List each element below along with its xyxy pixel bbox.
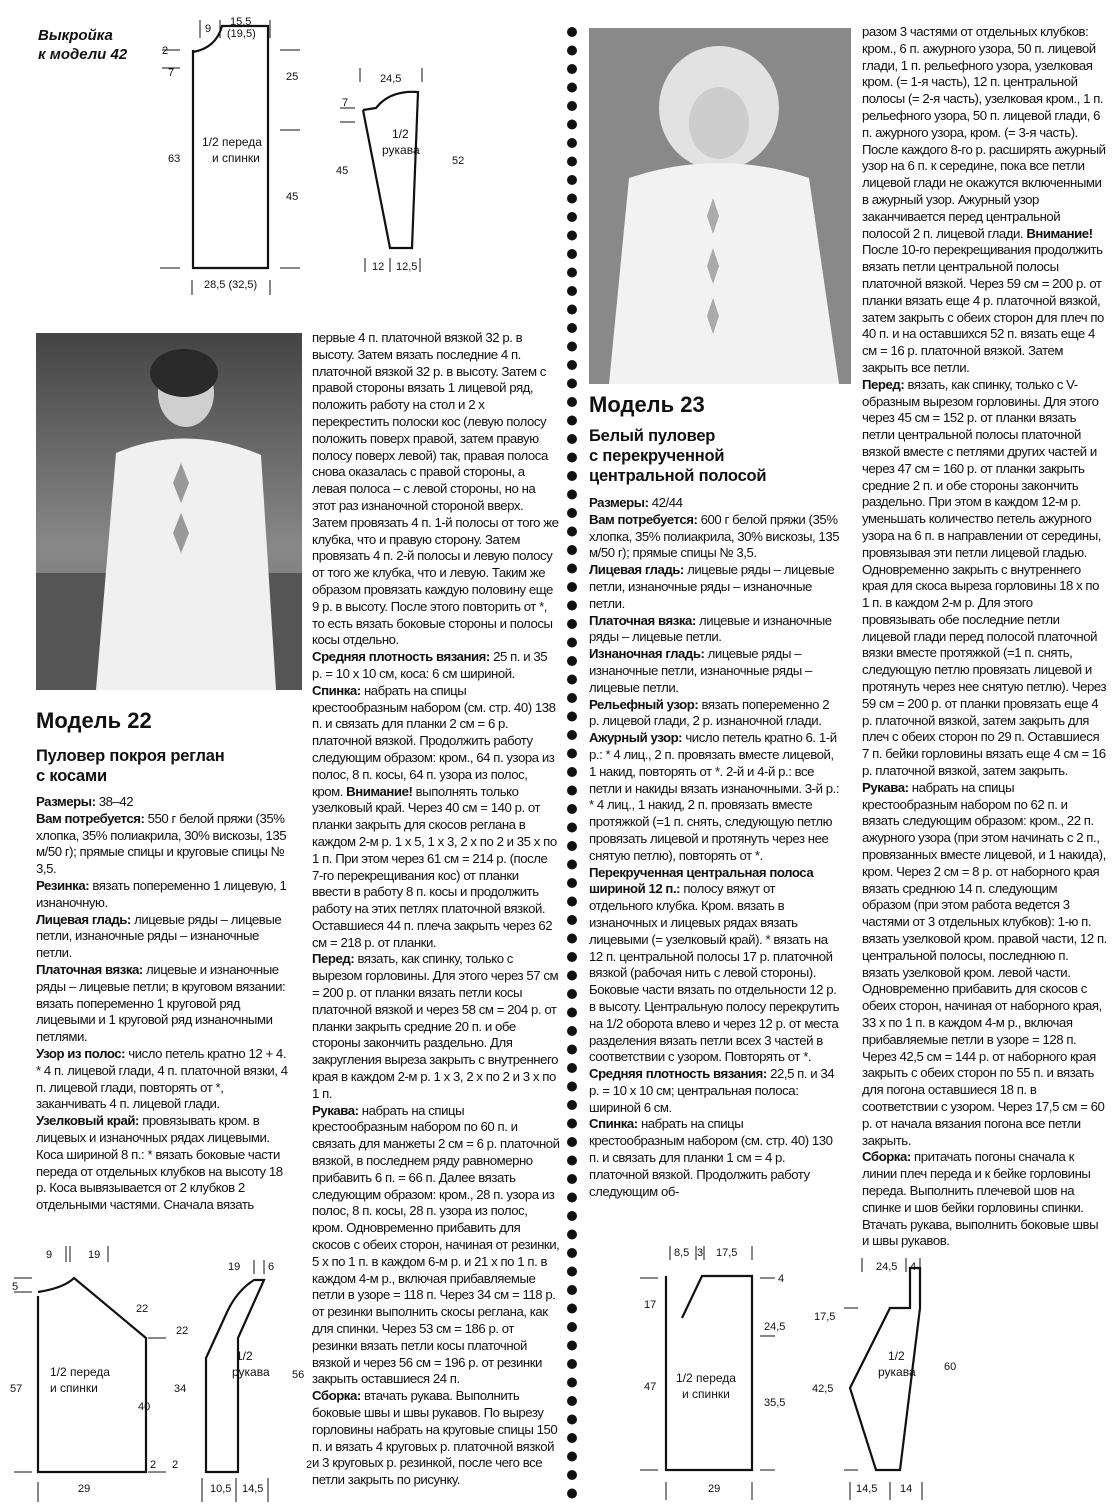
dim-29b: 29 [708,1483,721,1495]
paragraph: Перед: вязать, как спинку, только с V-образным вырезом горловины. Для этого через 45 см = 152 р. от планки вязать петли центральной полосы платочной вязкой вместе с петлями других частей и через 47 см = 160 р. от планки закрыть средние 2 п. и обе стороны закончить раздельно. При этом в каждом 12-м р. уменьшать количество петель ажурного узора на 6 п. в направлении от середины, провязывая эти петли лицевой гладью. Одновременно закрыть с внутреннего края для скоса выреза горловины 18 х по 1 п. в каждом 2-м р. Для этого провязывать обе последние петли лицевой глади перед полосой платочной вязки вместе протяжкой (=1 п. снять, следующую петлю провязать лицевой и протянуть через нее снятую петлю). Через 59 см = 200 р. от планки провязать еще 4 р. платочной вязкой, затем закрыть для плеч с обеих сторон по 29 п. Оставшиеся 7 п. бейки горловины вязать еще 4 см = 16 р. платочной вязкой, затем закрыть. [862,376,1107,779]
divider-dot [567,1082,577,1092]
divider-dot [567,1452,577,1462]
dim-45: 45 [286,191,299,203]
divider-dot [567,397,577,407]
sleeve-label-1: 1/2 [392,127,409,141]
paragraph: разом 3 частями от отдельных клубков: кром., 6 п. ажурного узора, 50 п. лицевой глади, 1 п. рельефного узора, узелковая кром. (= 1-я часть), 12 п. центральной полосы (= 2-я часть), узелковая кром., 1 п. рельефного узора, 50 п. лицевой глади, 6 п. ажурного узора, кром. (= 3-я часть). После каждого 8-го р. расширять ажурный узор на 6 п. к середине, пока все петли лицевой глади не окажутся включенными в ажурный узор. Ажурный узор заканчивается перед центральной полосой 2 п. лицевой глади. Внимание! После 10-го перекрещивания продолжить вязать петли центральной полосы платочной вязкой. Через 59 см = 200 р. от планки вязать еще 4 р. платочной вязкой, затем закрыть с обеих сторон для плеч по 40 п. и на оставшихся 52 п. вязать еще 4 см = 16 р. платочной вязкой. Затем закрыть все петли. [862,24,1106,375]
divider-dot [567,46,577,56]
dim-s2b: 2 [306,1459,313,1471]
divider-dot [567,286,577,296]
dim-7: 7 [168,67,175,79]
divider-dot [567,1211,577,1221]
divider-dot [567,27,577,37]
sleeve-label-23-1: 1/2 [888,1349,905,1363]
divider-dot [567,786,577,796]
divider-dot [567,268,577,278]
dim-29: 29 [78,1483,91,1495]
dim-s12: 12 [372,261,385,273]
divider-dot [567,823,577,833]
dim-22: 22 [136,1303,149,1315]
divider-dot [567,656,577,666]
dim-2a: 2 [150,1459,157,1471]
divider-dot [567,1137,577,1147]
dim-s24-5: 24,5 [876,1261,898,1273]
paragraph: Сборка: притачать погоны сначала к линии плеч переда и к бейке горловины переда. Выполнить плечевой шов на спинке и шов бейки горловины спинки. Втачать рукава, выполнить боковые швы и швы рукавов. [862,1149,1099,1249]
divider-dot [567,1156,577,1166]
model-23-column-2 [862,24,1107,1250]
pattern-42-title-line1: Выкройка [38,27,113,44]
divider-dot [567,601,577,611]
dim-24-5b: 24,5 [764,1321,786,1333]
sleeve-label-22-1: 1/2 [236,1349,253,1363]
divider-dot [567,915,577,925]
paragraph: Средняя плотность вязания: 25 п. и 35 р. = 10 х 10 см, коса: 6 см шириной. [312,649,548,681]
divider-dot [567,175,577,185]
column-divider [565,24,579,1502]
divider-dot [567,989,577,999]
body-label-22-2: и спинки [50,1381,98,1395]
paragraph: Лицевая гладь: лицевые ряды – лицевые петли, изнаночные ряды – изнаночные петли. [36,911,282,961]
divider-dot [567,231,577,241]
divider-dot [567,1193,577,1203]
divider-dot [567,841,577,851]
dim-8-5: 8,5 [674,1247,690,1259]
divider-dot [567,508,577,518]
model-23-heading: Модель 23 [589,392,705,417]
dim-s12-5: 12,5 [396,261,418,273]
model-22-heading: Модель 22 [36,708,152,733]
paragraph: первые 4 п. платочной вязкой 32 р. в высоту. Затем вязать последние 4 п. платочной вязкой 32 р. в высоту. Затем с правой стороны вязать 1 лицевой ряд, положить работу на стол и 2 х перекрестить полоски кос (левую полосу положить поверх правой, затем правую полосу поверх левой) так, правая полоса снова оказалась с правой стороны, а левая полоса – с левой стороны, но на этот раз изнаночной стороной вверх. Затем провязать 4 п. 1-й полосы от того же клубка, что и правую сторону. Затем провязать 4 п. 2-й полосы и левую полосу от того же клубка, что и левую. Таким же образом провязать каждую половину еще 9 р. в высоту. После этого повторить от *, то есть вязать боковые стороны и полосы косы отдельно. [312,330,559,648]
divider-dot [567,138,577,148]
paragraph: Рукава: набрать на спицы крестообразным набором по 62 п. и вязать следующим образом: кром., 22 п. ажурного узора (при этом начинать с 2 п., провязанных вместе лицевой, и 1 накида), кром. Через 2 см = 8 р. от наборного края вязать среднюю 14 п. следующим образом (при этом работа ведется 3 частями от 3 отдельных клубков): 1-ю п. вязать узелковой кром. правой части, 12 п. центральной полосы, последнюю п. вязать узелковой кром. левой части. Одновременно прибавить для скосов с обеих сторон, начиная от наборного края, 33 х по 1 п. в каждом 4-м р., включая прибавляемые петли в узоре = 128 п. Через 42,5 см = 144 р. от наборного края закрыть с обеих сторон по 55 п. и вязать для погона оставшиеся 18 п. в соответствии с узором. Через 17,5 см = 60 р. от начала вязания погона все петли закрыть. [862,779,1107,1148]
divider-dot [567,323,577,333]
dim-25: 25 [286,71,299,83]
divider-dot [567,934,577,944]
divider-dot [567,1026,577,1036]
divider-dot [567,157,577,167]
divider-dot [567,471,577,481]
divider-dot [567,342,577,352]
dim-17-5: 17,5 [716,1247,738,1259]
divider-dot [567,897,577,907]
divider-dot [567,749,577,759]
dim-s2: 2 [172,1459,179,1471]
divider-dot [567,971,577,981]
divider-dot [567,1322,577,1332]
dim-19-5: (19,5) [227,28,256,40]
dim-40: 40 [138,1401,151,1413]
divider-dot [567,64,577,74]
dim-19b: 19 [88,1249,101,1261]
model-23-subtitle [589,426,766,486]
dim-s19: 19 [228,1261,241,1273]
divider-dot [567,582,577,592]
paragraph: Спинка: набрать на спицы крестообразным набором (см. стр. 40) 130 п. и связать для планки 1 см = 4 р. платочной вязкой. Продолжить работу следующим об- [589,1116,833,1199]
model-23-subtitle-line1: Белый пуловер [589,427,716,445]
body-label-2: и спинки [212,151,260,165]
dim-4: 4 [778,1273,785,1285]
divider-dot [567,83,577,93]
divider-dot [567,712,577,722]
dim-s45: 45 [336,165,349,177]
body-label-1: 1/2 переда [202,135,262,149]
paragraph: Лицевая гладь: лицевые ряды – лицевые петли, изнаночные ряды – изнаночные петли. [589,562,835,611]
divider-dot [567,416,577,426]
dim-s60: 60 [944,1361,957,1373]
model-22-photo [36,333,302,690]
dim-s7: 7 [342,97,349,109]
dim-17: 17 [644,1299,657,1311]
dim-3: 3 [697,1247,704,1259]
dim-2: 2 [162,45,169,57]
dim-s17-5: 17,5 [814,1311,836,1323]
dim-9: 9 [205,23,212,35]
divider-dot [567,1008,577,1018]
paragraph: Вам потребуется: 550 г белой пряжи (35% хлопка, 35% полиакрила, 30% вискозы, 135 м/50 г); прямые спицы и круговые спицы № 3,5. [36,810,287,877]
paragraph: Ажурный узор: число петель кратно 6. 1-й р.: * 4 лиц., 2 п. провязать вместе лицевой, 1 накид, повторять от *. 2-й и 4-й р.: все петли и накиды вязать изнаночными. 3-й р.: * 4 лиц., 1 накид, 2 п. провязать вместе протяжкой (=1 п. снять, следующую петлю провязать лицевой и протянуть через нее снятую петлю), повторять от *. [589,730,840,863]
paragraph: Изнаночная гладь: лицевые ряды – изнаночные петли, изнаночные ряды – лицевые петли. [589,646,812,695]
dim-s34: 34 [174,1383,187,1395]
dim-s14-5b: 14,5 [856,1483,878,1495]
dim-15-5: 15,5 [230,16,252,28]
divider-dot [567,804,577,814]
paragraph: Сборка: втачать рукава. Выполнить боковые швы и швы рукавов. По вырезу горловины набрать на круговые спицы 150 п. и вязать 4 круговых р. платочной вязкой и 3 круговых р. резинкой, после чего все петли закрыть по рисунку. [312,1388,558,1488]
model-22-subtitle-line2: с косами [36,767,107,785]
dim-s14-5: 14,5 [242,1483,264,1495]
divider-dot [567,730,577,740]
paragraph: Вам потребуется: 600 г белой пряжи (35% хлопка, 35% полиакрила, 30% вискозы, 135 м/50 г); прямые спицы № 3,5. [589,511,840,561]
divider-dot [567,1433,577,1443]
divider-dot [567,120,577,130]
divider-dot [567,619,577,629]
divider-dot [567,1359,577,1369]
divider-dot [567,379,577,389]
divider-dot [567,212,577,222]
sleeve-label-23-2: рукава [878,1365,916,1379]
dim-s52: 52 [452,155,465,167]
divider-dot [567,101,577,111]
paragraph: Узелковый край: провязывать кром. в лицевых и изнаночных рядах лицевыми. Коса шириной 8 п.: * вязать боковые части переда от отдельных клубков на высоту 18 р. Коса вывязывается от 2 клубков 2 отдельными частями. Сначала вязать [36,1113,283,1213]
model-23-subtitle-line3: центральной полосой [589,467,767,485]
divider-dot [567,434,577,444]
pattern-42-title-line2: к модели 42 [38,46,128,63]
paragraph: Резинка: вязать попеременно 1 лицевую, 1 изнаночную. [36,877,287,910]
divider-dot [567,1174,577,1184]
pattern-42-diagram [150,10,490,295]
divider-dot [567,1470,577,1480]
divider-dot [567,1396,577,1406]
body-label-23-1: 1/2 переда [676,1371,736,1385]
model-23-subtitle-line2: с перекрученной [589,447,725,465]
dim-s56: 56 [292,1369,305,1381]
model-23-photo [589,28,851,384]
divider-dot [567,1489,577,1499]
divider-dot [567,490,577,500]
divider-dot [567,952,577,962]
divider-dot [567,194,577,204]
divider-dot [567,1100,577,1110]
divider-dot [567,1230,577,1240]
model-22-column-2 [312,330,560,1489]
model-23-column-1 [589,495,841,1200]
dim-63: 63 [168,153,181,165]
paragraph: Перед: вязать, как спинку, только с вырезом горловины. Для этого через 57 см = 200 р. от планки вязать петли косы платочной вязкой и через 58 см = 204 р. от планки закрыть средние 20 п. и обе стороны закончить раздельно. Для закругления выреза закрыть с внутреннего края в каждом 2-м р. 1 х 3, 2 х по 2 и 3 х по 1 п. [312,951,559,1101]
dim-bottom: 28,5 (32,5) [204,279,258,291]
dim-s6: 6 [268,1261,275,1273]
dim-47: 47 [644,1381,657,1393]
divider-dot [567,1267,577,1277]
sleeve-label-22-2: рукава [232,1365,270,1379]
divider-dot [567,638,577,648]
divider-dot [567,1415,577,1425]
divider-dot [567,1378,577,1388]
divider-dot [567,1119,577,1129]
dim-s42-5: 42,5 [812,1383,834,1395]
dim-35-5: 35,5 [764,1397,786,1409]
dim-57: 57 [10,1383,23,1395]
divider-dot [567,564,577,574]
pattern-42-title [38,26,127,64]
divider-dot [567,693,577,703]
dim-s4: 4 [910,1261,917,1273]
divider-dot [567,305,577,315]
model-22-column-1 [36,794,292,1214]
divider-dot [567,545,577,555]
divider-dot [567,453,577,463]
divider-dot [567,249,577,259]
divider-dot [567,1304,577,1314]
body-label-22-1: 1/2 переда [50,1365,110,1379]
divider-dot [567,1341,577,1351]
model-22-subtitle-line1: Пуловер покроя реглан [36,747,225,765]
paragraph: Размеры: 38–42 [36,794,134,809]
paragraph: Узор из полос: число петель кратно 12 + 4. * 4 п. лицевой глади, 4 п. платочной вязки, 4 п. лицевой глади, повторять от *, заканчивать 4 п. лицевой глади. [36,1045,288,1112]
dim-24-5: 24,5 [380,73,402,85]
paragraph: Платочная вязка: лицевые и изнаночные ряды – лицевые петли. [589,612,832,645]
paragraph: Платочная вязка: лицевые и изнаночные ряды – лицевые петли; в круговом вязании: вязать попеременно 1 круговой ряд лицевыми и 1 круговой ряд изнаночными петлями. [36,961,286,1045]
dim-s22: 22 [176,1325,189,1337]
divider-dot [567,360,577,370]
divider-dot [567,527,577,537]
dim-s14: 14 [900,1483,913,1495]
divider-dot [567,1045,577,1055]
dim-9b: 9 [46,1249,53,1261]
model-22-pattern-diagram [6,1240,326,1506]
paragraph: Рукава: набрать на спицы крестообразным набором по 60 п. и связать для манжеты 2 см = 6 р. платочной вязкой, в последнем ряду равномерно прибавить 6 п. = 66 п. Далее вязать следующим образом: кром., 28 п. узора из полос, 8 п. косы, 28 п. узора из полос, кром. Одновременно прибавить для скосов с обеих сторон, начиная от резинки, 5 х по 1 п. в каждом 6-м р. и 21 х по 1 п. в каждом 4-м р., включая прибавляемые петли в узоре = 118 п. Через 34 см = 118 р. от резинки выполнить скосы реглана, как для спинки. Через 53 см = 186 р. от резинки вязать петли косы платочной вязкой и через 56 см = 196 р. от резинки закрыть оставшиеся 24 п. [312,1102,560,1387]
sleeve-label-2: рукава [382,143,420,157]
dim-5: 5 [12,1281,19,1293]
dim-s10-5: 10,5 [210,1483,232,1495]
model-22-subtitle [36,746,225,786]
model-23-pattern-diagram [600,1238,1110,1504]
paragraph: Средняя плотность вязания: 22,5 п. и 34 р. = 10 х 10 см; центральная полоса: шириной 6 см. [589,1066,835,1115]
divider-dot [567,767,577,777]
divider-dot [567,675,577,685]
divider-dot [567,1285,577,1295]
divider-dot [567,878,577,888]
divider-dot [567,860,577,870]
paragraph: Размеры: 42/44 [589,495,683,510]
paragraph: Перекрученная центральная полоса шириной 12 п.: полосу вяжут от отдельного клубка. Кром. вязать в изнаночных и лицевых рядах вязать лицевыми (= узелковый край). * вязать на 12 п. центральной полосы 17 р. платочной вязкой (рабочая нить с левой стороны). Боковые части вязать по отдельности 12 р. в высоту. Центральную полосу перекрутить на 1/2 оборота влево и через 12 р. от места разделения вязать петли всех 3 частей в соответствии с узором. Повторять от *. [589,864,840,1065]
divider-dot [567,1063,577,1073]
paragraph: Спинка: набрать на спицы крестообразным набором (см. стр. 40) 138 п. и связать для планки 2 см = 6 р. платочной вязкой. Продолжить работу следующим образом: кром., 64 п. узора из полос, 8 п. косы, 64 п. узора из полос, кром. Внимание! выполнять только узелковый край. Через 40 см = 140 р. от планки закрыть для скосов реглана в каждом 2-м р. 1 х 5, 1 х 3, 2 х по 2 и 35 х по 1 п. При этом через 61 см = 214 р. (после 7-го перекрещивания кос) от планки ввести в работу 8 п. косы и продолжить работу на этих петлях платочной вязкой. Оставшиеся 44 п. плеча закрыть через 62 см = 218 р. от планки. [312,682,557,950]
paragraph: Рельефный узор: вязать попеременно 2 р. лицевой глади, 2 р. изнаночной глади. [589,696,830,729]
divider-dot [567,1248,577,1258]
body-label-23-2: и спинки [682,1387,730,1401]
